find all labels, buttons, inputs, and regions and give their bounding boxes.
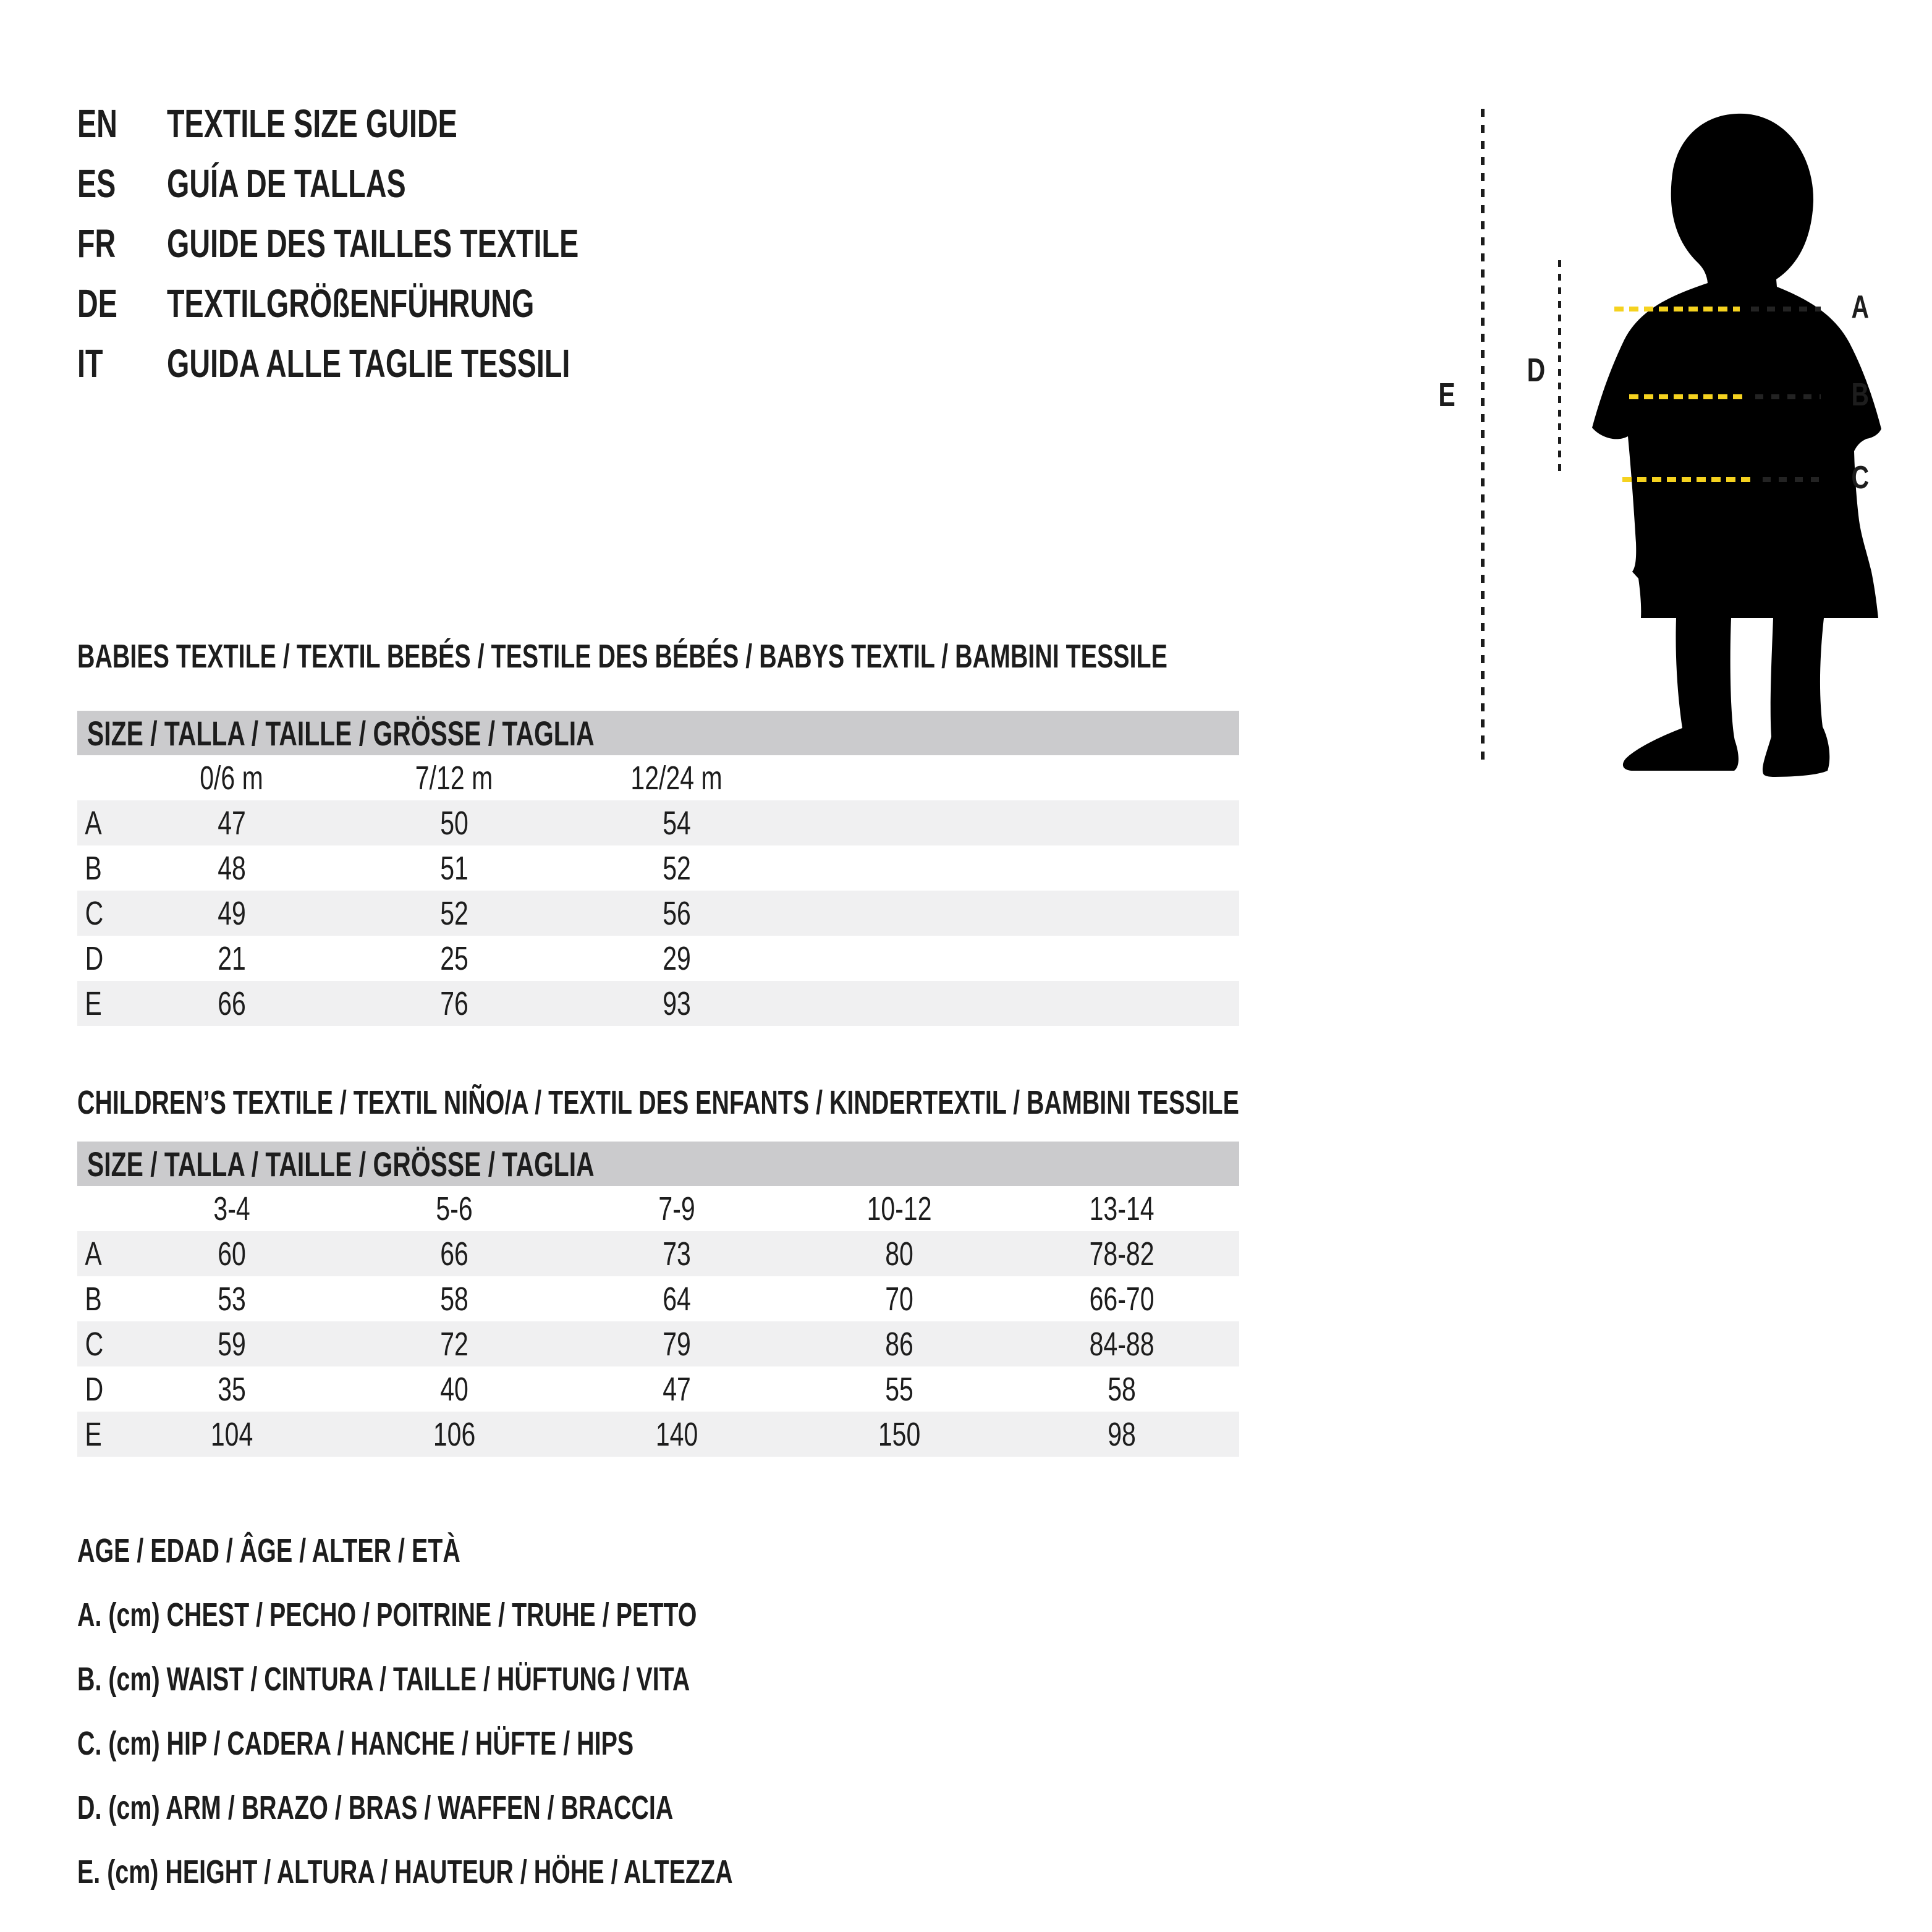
cell: 93 [663,985,691,1022]
lang-code-es: ES [77,161,116,206]
row-label: E [85,985,102,1022]
cell: 150 [878,1415,921,1453]
legend-waist: B. (cm) WAIST / CINTURA / TAILLE / HÜFTUNG / VITA [77,1661,690,1698]
lang-code-de: DE [77,281,117,326]
lang-row-es [77,154,1066,214]
lang-row-en [77,94,1066,154]
measurement-legend [77,1519,975,1904]
cell: 58 [440,1280,468,1318]
lang-title-de: TEXTILGRÖßENFÜHRUNG [167,281,535,326]
cell: 66-70 [1089,1280,1155,1318]
cell: 54 [663,804,691,842]
hip-dark-dash-line [1763,477,1821,482]
row-label: A [85,804,102,842]
lang-title-it: GUIDA ALLE TAGLIE TESSILI [167,341,570,386]
children-col-3: 10-12 [866,1190,932,1227]
row-label: D [85,1370,104,1408]
table-row [77,1276,1239,1321]
row-label: C [85,894,104,932]
babies-section-title: BABIES TEXTILE / TEXTIL BEBÉS / TESTILE DES BÉBÉS / BABYS TEXTIL / BAMBINI TESSILE [77,638,1167,675]
cell: 51 [440,849,468,887]
babies-col-1: 7/12 m [415,759,493,797]
cell: 49 [218,894,246,932]
language-title-block [77,94,1066,394]
lang-row-it [77,334,1066,394]
cell: 48 [218,849,246,887]
cell: 66 [440,1235,468,1273]
cell: 86 [885,1325,913,1363]
cell: 66 [218,985,246,1022]
lang-code-it: IT [77,341,103,386]
table-row [77,845,1239,891]
children-col-0: 3-4 [213,1190,250,1227]
babies-column-headers [77,755,1239,800]
babies-col-0: 0/6 m [200,759,264,797]
legend-hip: C. (cm) HIP / CADERA / HANCHE / HÜFTE / HIPS [77,1725,634,1762]
chest-yellow-dash-line [1614,307,1740,311]
lang-code-fr: FR [77,221,116,266]
cell: 64 [663,1280,691,1318]
legend-arm: D. (cm) ARM / BRAZO / BRAS / WAFFEN / BRACCIA [77,1789,674,1826]
table-row [77,1231,1239,1276]
cell: 60 [218,1235,246,1273]
lang-row-de [77,274,1066,334]
cell: 40 [440,1370,468,1408]
babies-size-table [77,711,1239,1026]
children-col-1: 5-6 [436,1190,473,1227]
cell: 35 [218,1370,246,1408]
row-label: C [85,1325,104,1363]
cell: 140 [655,1415,698,1453]
cell: 73 [663,1235,691,1273]
cell: 21 [218,939,246,977]
figure-label-B: B [1851,377,1870,413]
cell: 104 [210,1415,253,1453]
cell: 76 [440,985,468,1022]
table-row [77,936,1239,981]
cell: 29 [663,939,691,977]
babies-size-header-bar [77,711,1239,755]
row-label: B [85,1280,102,1318]
table-row [77,891,1239,936]
legend-height: E. (cm) HEIGHT / ALTURA / HAUTEUR / HÖHE / ALTEZZA [77,1854,733,1891]
legend-age: AGE / EDAD / ÂGE / ALTER / ETÀ [77,1532,460,1569]
children-col-4: 13-14 [1089,1190,1155,1227]
children-col-2: 7-9 [658,1190,695,1227]
babies-col-2: 12/24 m [630,759,723,797]
table-row [77,1321,1239,1366]
cell: 80 [885,1235,913,1273]
figure-label-D: D [1527,352,1545,389]
table-row [77,1412,1239,1457]
children-section-title: CHILDREN’S TEXTILE / TEXTIL NIÑO/A / TEXTIL DES ENFANTS / KINDERTEXTIL / BAMBINI TESSILE [77,1084,1239,1121]
cell: 84-88 [1089,1325,1155,1363]
children-size-header-text: SIZE / TALLA / TAILLE / GRÖSSE / TAGLIA [87,1145,595,1184]
cell: 47 [218,804,246,842]
waist-dark-dash-line [1755,394,1821,399]
lang-title-en: TEXTILE SIZE GUIDE [167,101,457,146]
lang-code-en: EN [77,101,117,146]
cell: 70 [885,1280,913,1318]
lang-title-fr: GUIDE DES TAILLES TEXTILE [167,221,579,266]
lang-row-fr [77,214,1066,274]
child-silhouette [1582,105,1891,779]
babies-rows [77,800,1239,1026]
row-label: E [85,1415,102,1453]
lang-title-es: GUÍA DE TALLAS [167,161,406,206]
chest-dark-dash-line [1751,307,1821,311]
children-size-header-bar [77,1142,1239,1186]
cell: 55 [885,1370,913,1408]
row-label: B [85,849,102,887]
table-row [77,800,1239,845]
row-label: D [85,939,104,977]
table-row [77,1366,1239,1412]
cell: 72 [440,1325,468,1363]
cell: 98 [1108,1415,1136,1453]
cell: 59 [218,1325,246,1363]
children-rows [77,1231,1239,1457]
cell: 47 [663,1370,691,1408]
cell: 78-82 [1089,1235,1155,1273]
cell: 50 [440,804,468,842]
children-size-table [77,1142,1239,1457]
cell: 52 [440,894,468,932]
figure-label-E: E [1438,376,1455,413]
cell: 79 [663,1325,691,1363]
cell: 53 [218,1280,246,1318]
cell: 56 [663,894,691,932]
row-label: A [85,1235,102,1273]
cell: 52 [663,849,691,887]
hip-yellow-dash-line [1622,477,1755,482]
legend-chest: A. (cm) CHEST / PECHO / POITRINE / TRUHE / PETTO [77,1596,697,1633]
cell: 25 [440,939,468,977]
children-column-headers [77,1186,1239,1231]
cell: 58 [1108,1370,1136,1408]
babies-size-header-text: SIZE / TALLA / TAILLE / GRÖSSE / TAGLIA [87,714,595,753]
figure-label-C: C [1851,460,1870,496]
table-row [77,981,1239,1026]
figure-label-A: A [1851,289,1870,325]
waist-yellow-dash-line [1629,394,1747,399]
cell: 106 [433,1415,476,1453]
